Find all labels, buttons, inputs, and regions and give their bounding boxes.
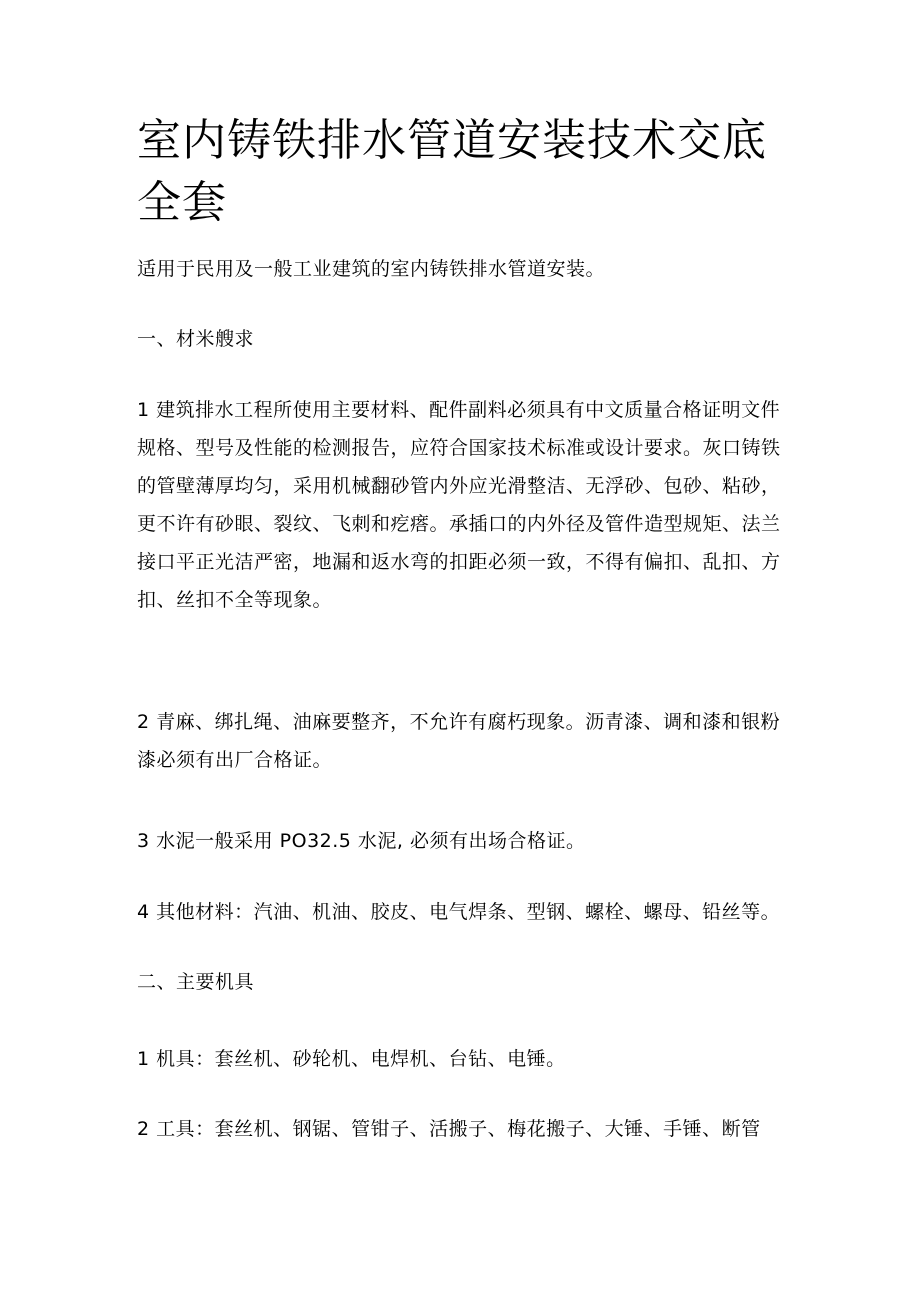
paragraph-tools-2: 2 工具：套丝机、钢锯、管钳子、活搬子、梅花搬子、大锤、手锤、断管 <box>137 1118 761 1140</box>
document-title: 室内铸铁排水管道安装技术交底全套 <box>137 115 767 228</box>
section-heading-tools: 二、主要机具 <box>137 971 255 993</box>
paragraph-materials-4: 4 其他材料：汽油、机油、胶皮、电气焊条、型钢、螺栓、螺母、铅丝等。 <box>137 901 781 923</box>
paragraph-materials-1: 1 建筑排水工程所使用主要材料、配件副料必须具有中文质量合格证明文件规格、型号及性能的检测报告，应符合国家技术标准或设计要求。灰口铸铁的管壁薄厚均匀，采用机械翻砂管内外应光滑整洁、无浮砂、包砂、粘砂，更不许有砂眼、裂纹、飞刺和疙瘩。承插口的内外径及管件造型规矩、法兰接口平正光洁严密，地漏和返水弯的扣距必须一致，不得有偏扣、乱扣、方扣、丝扣不全等现象。 <box>137 399 781 611</box>
paragraph-materials-3: 3 水泥一般采用 PO32.5 水泥, 必须有出场合格证。 <box>137 830 586 852</box>
paragraph-materials-2: 2 青麻、绑扎绳、油麻要整齐，不允许有腐朽现象。沥青漆、调和漆和银粉漆必须有出厂合格证。 <box>137 711 781 771</box>
section-heading-materials: 一、材米艘求 <box>137 328 255 350</box>
paragraph-tools-1: 1 机具：套丝机、砂轮机、电焊机、台钻、电锤。 <box>137 1048 566 1070</box>
intro-paragraph: 适用于民用及一般工业建筑的室内铸铁排水管道安装。 <box>137 258 606 280</box>
